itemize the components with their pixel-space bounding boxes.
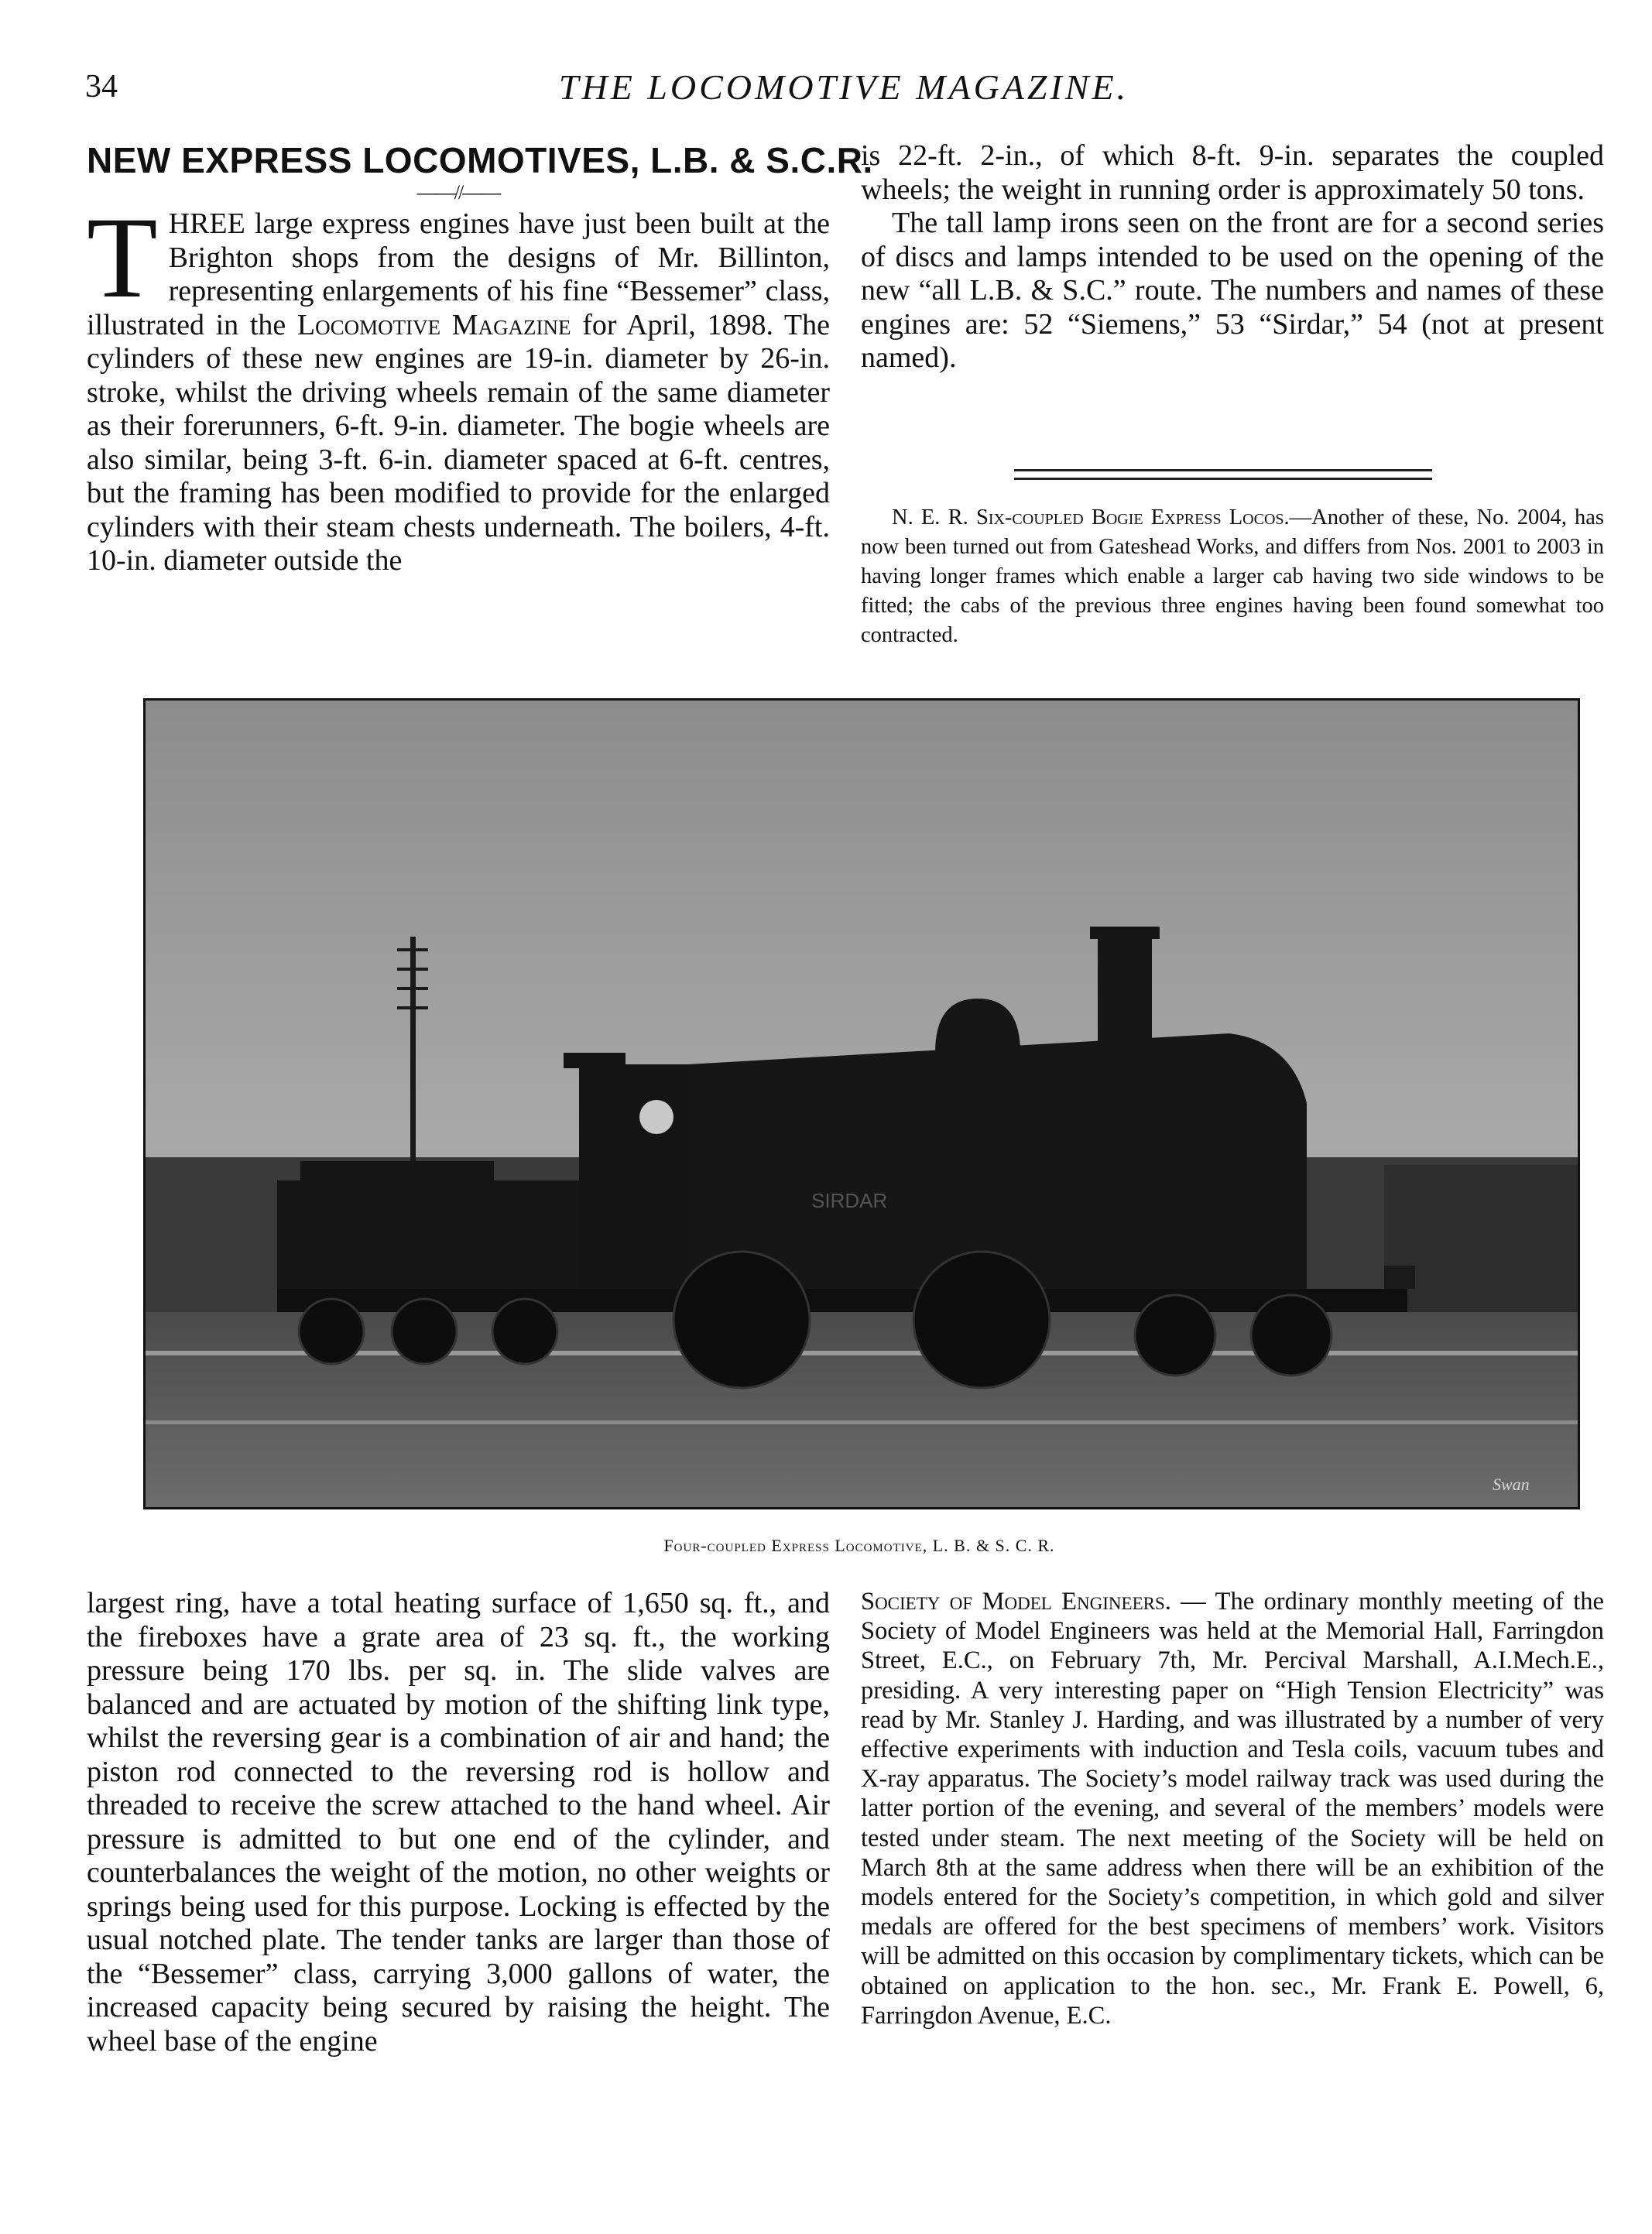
- article-paragraph-4: largest ring, have a total heating surface of 1,650 sq. ft., and the fireboxes have a grate area of 23 sq. ft., the working pressure being 170 lbs. per sq. in. The slide valves are balanced and are actuated by motion of the shifting link type, whilst the reversing gear is a combination of air and hand; the piston rod connected to the reversing rod is hollow and threaded to receive the screw attached to the hand wheel. Air pressure is admitted to but one end of the cylinder, and counterbalances the weight of the motion, no other weights or springs being used for this purpose. Locking is effected by the usual notched plate. The tender tanks are larger than those of the “Bessemer” class, carrying 3,000 gallons of water, the increased capacity being secured by raising the height. The wheel base of the engine: [87, 1587, 830, 2058]
- journal-reference: Locomotive Magazine: [296, 308, 571, 341]
- cab: [564, 1053, 695, 1312]
- article-text-lead: HREE large express engines have just been built at the Brighton shops from the designs of Mr. Billinton, representing enlargements of his fine “Bessemer” class, illustrated in the: [87, 207, 830, 341]
- page-number: 34: [85, 69, 118, 105]
- running-head: [85, 62, 1602, 116]
- engine-nameplate: SIRDAR: [811, 1189, 888, 1212]
- photographer-signature: Swan: [1493, 1475, 1530, 1494]
- buffer: [1384, 1266, 1415, 1289]
- article-text-continued: for April, 1898. The cylinders of these new engines are 19-in. diameter by 26-in. stroke, whilst the driving wheels remain of the same diameter as their forerunners, 6-ft. 9-in. diameter. The bogie wheels are also similar, being 3-ft. 6-in. diameter spaced at 6-ft. centres, but the framing has been modified to provide for the enlarged cylinders with their steam chests underneath. The boilers, 4-ft. 10-in. diameter outside the: [87, 308, 830, 577]
- article-title: NEW EXPRESS LOCOMOTIVES, L.B. & S.C.R.: [87, 140, 873, 180]
- background-building: [1384, 1165, 1578, 1312]
- article-paragraph-1: [87, 194, 830, 578]
- chimney: [1098, 933, 1152, 1041]
- figure-caption: Four-coupled Express Locomotive, L. B. & S. C. R.: [663, 1536, 1055, 1555]
- cab-window: [639, 1100, 673, 1134]
- society-note-heading: Society of Model Engineers.: [861, 1588, 1171, 1616]
- ner-note: [861, 503, 1604, 650]
- rail: [146, 1420, 1578, 1424]
- ner-note-paragraph: [861, 503, 1604, 650]
- ner-note-text: —Another of these, No. 2004, has now been turned out from Gateshead Works, and differs from Nos. 2001 to 2003 in having longer frames which enable a larger cab having two side windows to be fitted; the cabs of the previous three engines having been found somewhat too contracted.: [861, 505, 1605, 647]
- society-note-text: — The ordinary monthly meeting of the Society of Model Engineers was held at the Memorial Hall, Farringdon Street, E.C., on February 7th, Mr. Percival Marshall, A.I.Mech.E., presiding. A very interesting paper on “High Tension Electricity” was read by Mr. Stanley J. Harding, and was illustrated by a number of very effective experiments with induction and Tesla coils, vacuum tubes and X-ray apparatus. The Society’s model railway track was used during the latter portion of the evening, and several of the members’ models were tested under steam. The next meeting of the Society will be held on March 8th at the same address when there will be an exhibition of the models entered for the Society’s competition, in which gold and silver medals are offered for the best specimens of members’ work. Visitors will be admitted on this occasion by complimentary tickets, which can be obtained on application to the hon. sec., Mr. Frank E. Powell, 6, Farringdon Avenue, E.C.: [861, 1588, 1604, 2030]
- ner-note-lead: N. E. R.: [892, 505, 976, 529]
- section-divider: [1014, 469, 1432, 480]
- article-column-top-left: [87, 139, 873, 578]
- drop-cap: T: [87, 194, 158, 322]
- article-paragraph-3: The tall lamp irons seen on the front are for a second series of discs and lamps intended to be used on the opening of the new “all L.B. & S.C.” route. The numbers and names of these engines are: 52 “Siemens,” 53 “Sirdar,” 54 (not at present named).: [861, 207, 1604, 374]
- title-rule: ——//——: [416, 181, 500, 204]
- journal-title: THE LOCOMOTIVE MAGAZINE.: [558, 67, 1129, 107]
- article-column-bottom-left: [87, 1587, 830, 2058]
- locomotive-photograph: [143, 698, 1580, 1509]
- society-note: [861, 1587, 1604, 2030]
- rail: [146, 1351, 1578, 1355]
- article-paragraph-2: is 22-ft. 2-in., of which 8-ft. 9-in. separates the coupled wheels; the weight in running order is approximately 50 tons.: [861, 139, 1604, 206]
- society-note-paragraph: [861, 1587, 1604, 2030]
- locomotive-photo-drawing: [146, 701, 1578, 1507]
- article-column-top-right: [861, 139, 1604, 375]
- ner-note-heading: Six-coupled Bogie Express Locos.: [975, 505, 1290, 529]
